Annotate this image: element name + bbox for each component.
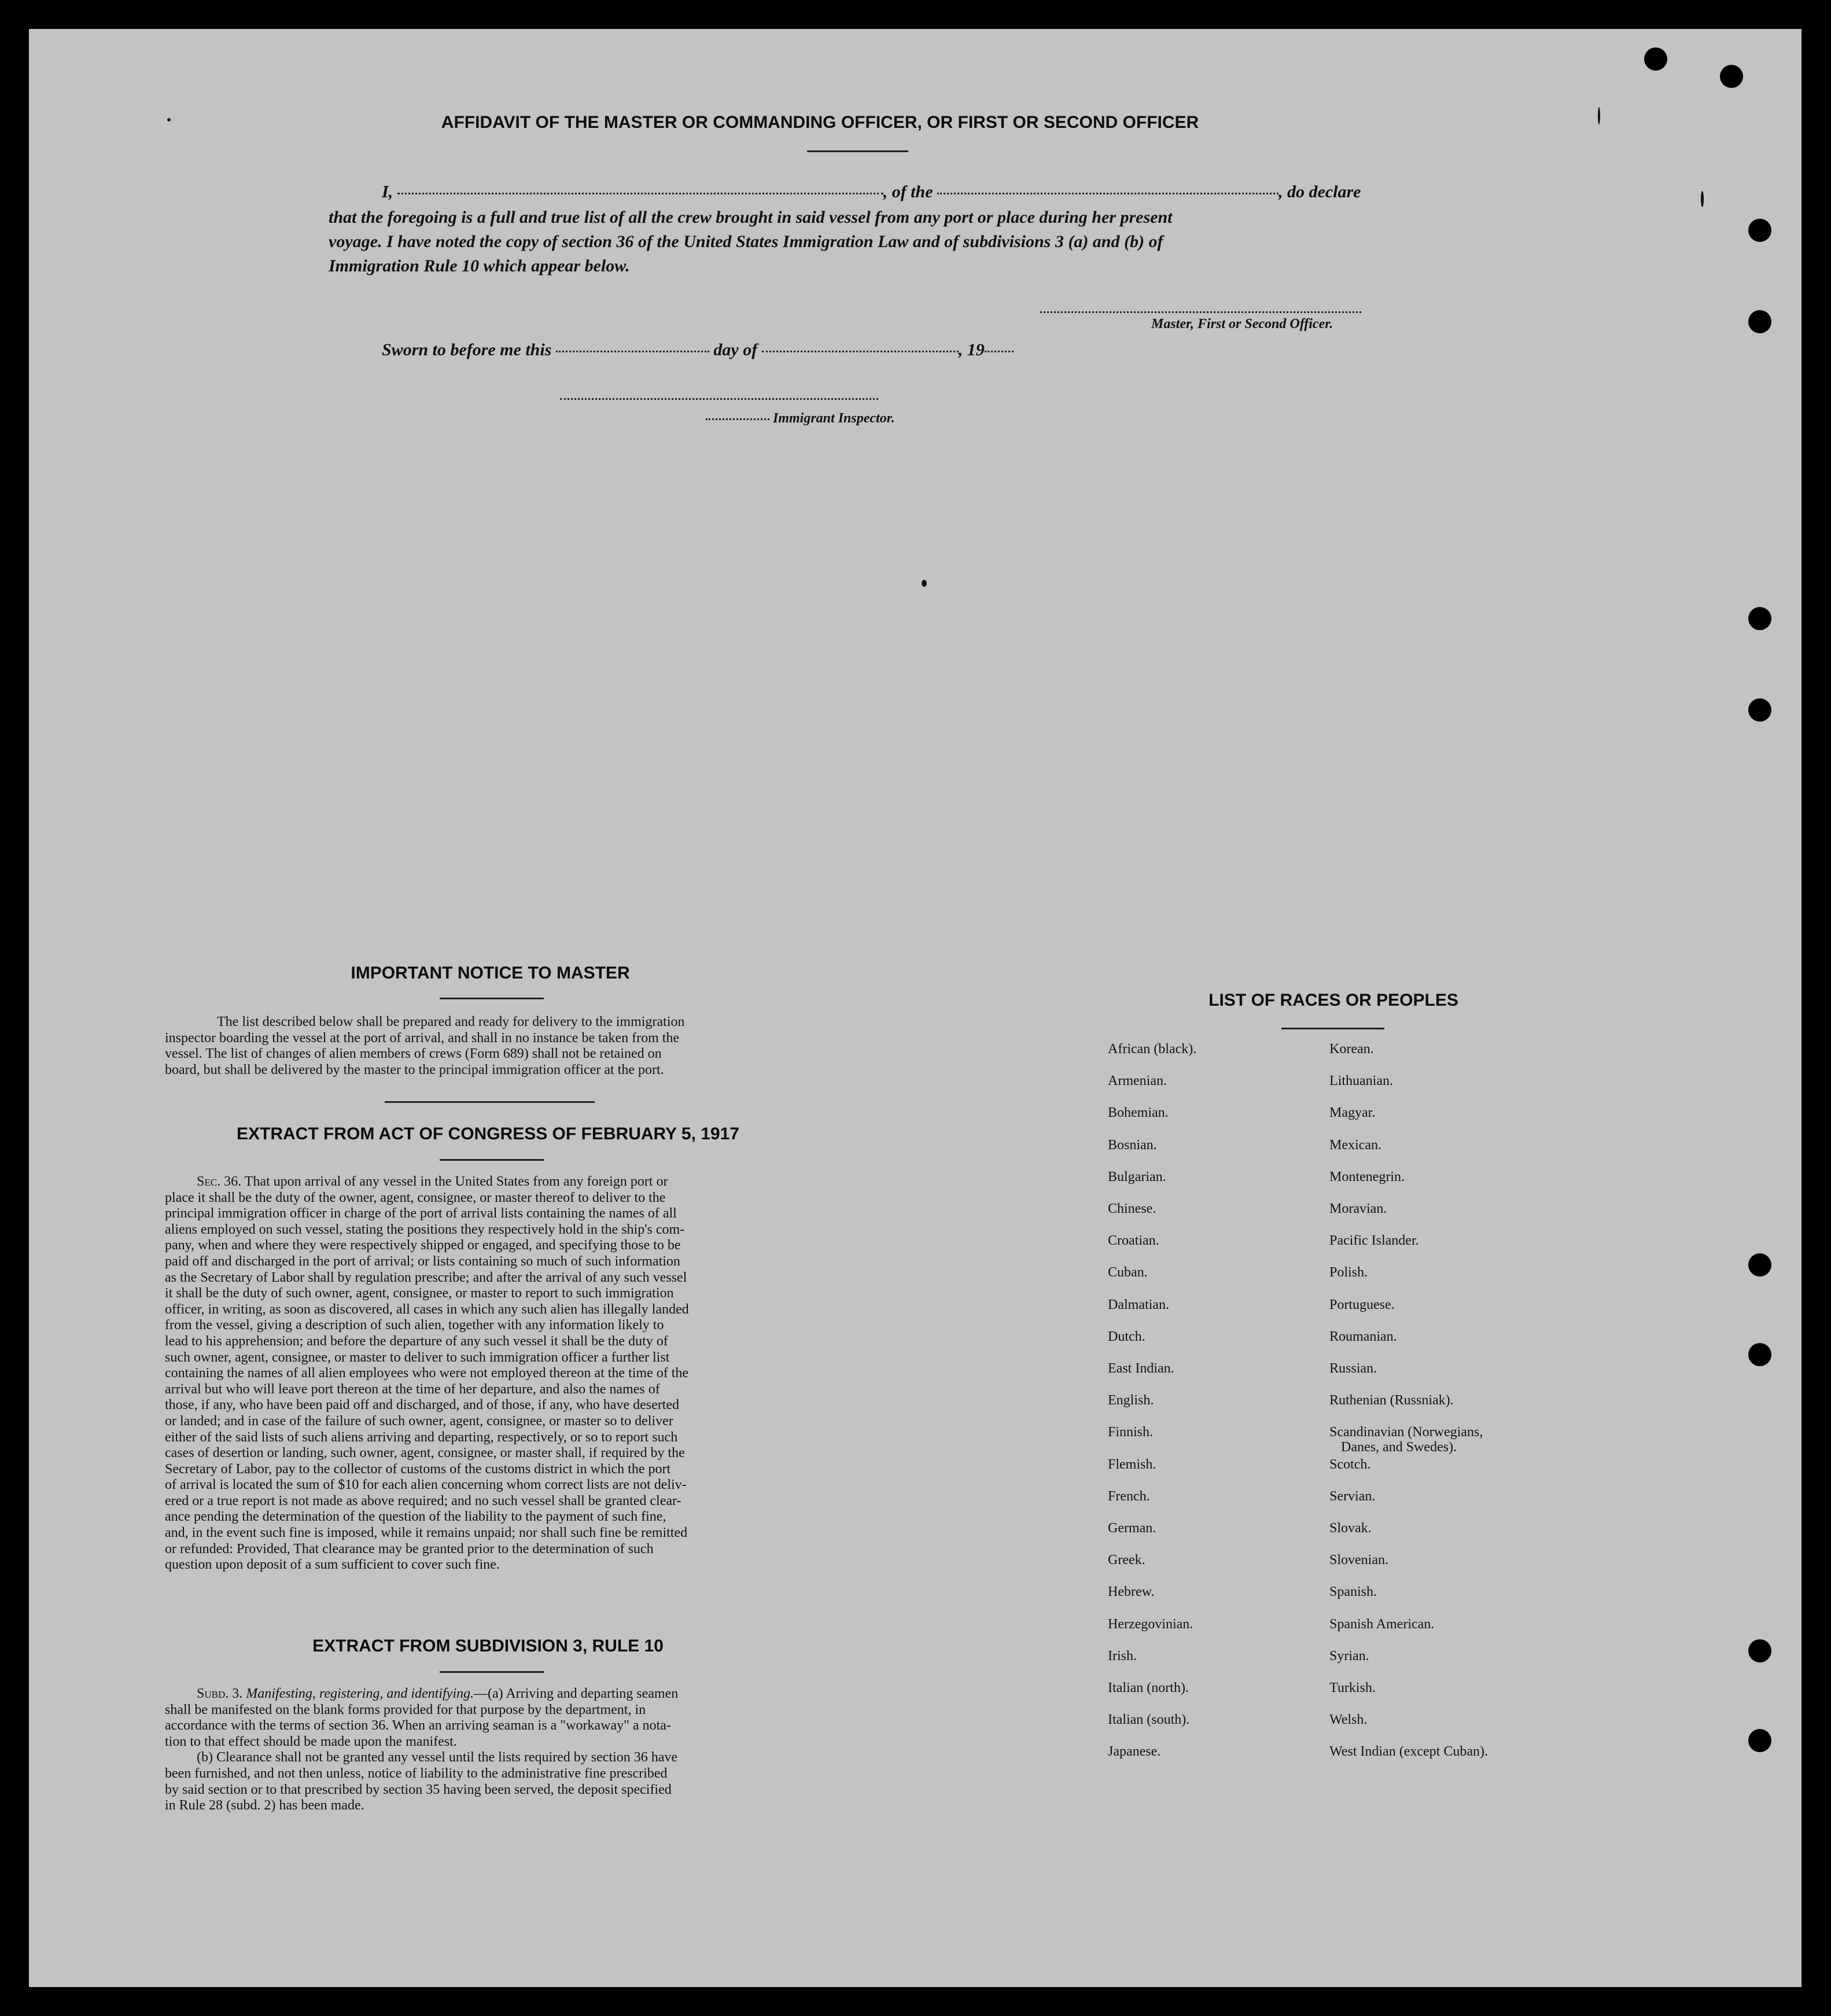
race-item: Greek. bbox=[1108, 1553, 1145, 1568]
races-underline bbox=[1281, 1028, 1384, 1029]
race-item: Korean. bbox=[1329, 1042, 1374, 1057]
race-item: Spanish. bbox=[1329, 1584, 1377, 1600]
rule-line: by said section or to that prescribed by section 35 having been served, the deposit specified bbox=[165, 1782, 672, 1797]
rule-line-text: —(a) Arriving and departing seamen bbox=[474, 1686, 679, 1701]
sworn-year-field[interactable] bbox=[985, 351, 1014, 352]
affidavit-line-1 bbox=[382, 182, 1361, 202]
binder-hole bbox=[1748, 1253, 1771, 1276]
act-line: pany, when and where they were respectively shipped or engaged, and specifying those to be bbox=[165, 1238, 681, 1253]
act-line: or landed; and in case of the failure of such owner, agent, consignee, or master so to deliver bbox=[165, 1413, 673, 1429]
binder-hole bbox=[1748, 1639, 1771, 1662]
race-item: Flemish. bbox=[1108, 1456, 1156, 1472]
rule-line: (b) Clearance shall not be granted any vessel until the lists required by section 36 have bbox=[197, 1750, 678, 1765]
binder-hole bbox=[1748, 310, 1771, 333]
rule-line bbox=[165, 1686, 811, 1702]
inspector-signature-field[interactable] bbox=[560, 398, 878, 400]
binder-hole bbox=[1748, 1729, 1771, 1752]
race-item: Ruthenian (Russniak). bbox=[1329, 1393, 1454, 1408]
binder-hole bbox=[1748, 219, 1771, 242]
sworn-line bbox=[382, 340, 1014, 360]
race-item: Turkish. bbox=[1329, 1680, 1376, 1695]
race-item: Russian. bbox=[1329, 1361, 1377, 1376]
title-underline bbox=[807, 150, 908, 152]
race-item: West Indian (except Cuban). bbox=[1329, 1744, 1488, 1760]
race-item: Italian (south). bbox=[1108, 1712, 1190, 1728]
race-item: East Indian. bbox=[1108, 1361, 1174, 1376]
act-underline bbox=[440, 1159, 544, 1161]
race-item: African (black). bbox=[1108, 1042, 1197, 1057]
rule-body bbox=[165, 1686, 811, 1814]
race-item: Mexican. bbox=[1329, 1137, 1381, 1153]
rule-line: accordance with the terms of section 36. When an arriving seaman is a "workaway" a nota- bbox=[165, 1718, 671, 1734]
act-line: as the Secretary of Labor shall by regulation prescribe; and after the arrival of any such vessel bbox=[165, 1270, 687, 1285]
subdivision-heading: Manifesting, registering, and identifying. bbox=[246, 1686, 474, 1701]
act-line: ance pending the determination of the question of the liability to the payment of such fine, bbox=[165, 1509, 666, 1525]
race-item: Slovenian. bbox=[1329, 1553, 1388, 1568]
race-item: Spanish American. bbox=[1329, 1616, 1435, 1632]
notice-line: inspector boarding the vessel at the port of arrival, and shall in no instance be taken from the bbox=[165, 1030, 680, 1046]
inspector-label: Immigrant Inspector. bbox=[773, 411, 895, 426]
race-item: Bohemian. bbox=[1108, 1105, 1169, 1121]
act-line: it shall be the duty of such owner, agent, consignee, or master to report to such immigration bbox=[165, 1286, 674, 1301]
race-item: Irish. bbox=[1108, 1648, 1137, 1664]
race-item: Scandinavian (Norwegians, bbox=[1329, 1425, 1483, 1440]
declarant-label: I, bbox=[382, 182, 393, 201]
race-item: Bosnian. bbox=[1108, 1137, 1157, 1153]
ink-fleck bbox=[1598, 107, 1600, 124]
race-item: Montenegrin. bbox=[1329, 1169, 1405, 1184]
race-item: Finnish. bbox=[1108, 1425, 1154, 1440]
act-line: lead to his apprehension; and before the departure of any such vessel it shall be the duty of bbox=[165, 1333, 668, 1349]
master-signature-label: Master, First or Second Officer. bbox=[1151, 317, 1333, 332]
race-item: Dalmatian. bbox=[1108, 1297, 1169, 1312]
race-item: Polish. bbox=[1329, 1265, 1368, 1281]
notice-line: board, but shall be delivered by the master to the principal immigration officer at the port. bbox=[165, 1062, 664, 1077]
race-item: Herzegovinian. bbox=[1108, 1616, 1193, 1632]
race-item: Armenian. bbox=[1108, 1073, 1167, 1089]
ink-fleck bbox=[167, 118, 171, 122]
race-item: Lithuanian. bbox=[1329, 1073, 1393, 1089]
act-line: ered or a true report is not made as above required; and no such vessel shall be granted clear- bbox=[165, 1493, 681, 1509]
binder-hole bbox=[1720, 65, 1743, 88]
affidavit-line-2: that the foregoing is a full and true list of all the crew brought in said vessel from any port or place during her present bbox=[329, 208, 1173, 227]
race-item: French. bbox=[1108, 1488, 1150, 1504]
act-line: principal immigration officer in charge of the port of arrival lists containing the names of all bbox=[165, 1206, 677, 1222]
sworn-day-field[interactable] bbox=[556, 351, 709, 352]
act-line: and, in the event such fine is imposed, while it remains unpaid; nor shall such fine be remitted bbox=[165, 1525, 688, 1541]
race-item: Italian (north). bbox=[1108, 1680, 1189, 1695]
rule-line: shall be manifested on the blank forms provided for that purpose by the department, in bbox=[165, 1702, 646, 1717]
race-item: Servian. bbox=[1329, 1488, 1376, 1504]
race-item: German. bbox=[1108, 1521, 1156, 1536]
rule-underline bbox=[440, 1671, 544, 1673]
ink-fleck bbox=[1701, 191, 1704, 207]
race-item: Syrian. bbox=[1329, 1648, 1369, 1664]
rule-line: been furnished, and not then unless, notice of liability to the administrative fine prescribed bbox=[165, 1765, 668, 1781]
affidavit-line-4: Immigration Rule 10 which appear below. bbox=[329, 256, 630, 275]
notice-line: The list described below shall be prepared and ready for delivery to the immigration bbox=[217, 1014, 685, 1029]
act-line: cases of desertion or landing, such owner, agent, consignee, or master shall, if required by the bbox=[165, 1445, 685, 1461]
master-signature-field[interactable] bbox=[1040, 311, 1361, 313]
affidavit-title: AFFIDAVIT OF THE MASTER OR COMMANDING OFFICER, OR FIRST OR SECOND OFFICER bbox=[441, 113, 1199, 132]
act-line: Secretary of Labor, pay to the collector of customs of the customs district in which the port bbox=[165, 1461, 671, 1477]
sworn-label: Sworn to before me this bbox=[382, 340, 552, 359]
race-item: Magyar. bbox=[1329, 1105, 1376, 1121]
race-item: Slovak. bbox=[1329, 1521, 1372, 1536]
binder-hole bbox=[1644, 47, 1667, 71]
race-item: Welsh. bbox=[1329, 1712, 1368, 1728]
act-line: or refunded: Provided, That clearance may be granted prior to the determination of such bbox=[165, 1541, 654, 1557]
race-item: Dutch. bbox=[1108, 1329, 1145, 1344]
notice-line: vessel. The list of changes of alien members of crews (Form 689) shall not be retained on bbox=[165, 1046, 662, 1062]
affidavit-line-3: voyage. I have noted the copy of section 36 of the United States Immigration Law and of subdivisions 3 (a) and (b) of bbox=[329, 232, 1163, 251]
binder-hole bbox=[1748, 698, 1771, 722]
act-line: officer, in writing, as soon as discovered, all cases in which any such alien has illegally landed bbox=[165, 1301, 689, 1317]
race-item: Chinese. bbox=[1108, 1201, 1156, 1216]
ink-fleck bbox=[922, 580, 927, 587]
act-line: aliens employed on such vessel, stating the positions they respectively hold in the ship's com- bbox=[165, 1222, 685, 1237]
vessel-name-field[interactable] bbox=[937, 193, 1279, 194]
act-line: arrival but who will leave port thereon at the time of her departure, and also the names of bbox=[165, 1381, 660, 1397]
declarant-name-field[interactable] bbox=[397, 193, 883, 194]
race-item: Cuban. bbox=[1108, 1265, 1148, 1281]
race-item: Bulgarian. bbox=[1108, 1169, 1166, 1184]
inspector-line bbox=[706, 411, 895, 426]
act-line: containing the names of all alien employees who were not employed thereon at the time of the bbox=[165, 1366, 689, 1381]
race-item: English. bbox=[1108, 1393, 1154, 1408]
race-item: Roumanian. bbox=[1329, 1329, 1397, 1344]
act-line: of arrival is located the sum of $10 for each alien concerning whom correct lists are not deliv- bbox=[165, 1477, 687, 1493]
notice-body bbox=[165, 1014, 811, 1078]
act-line: such owner, agent, consignee, or master to deliver to such immigration officer a further list bbox=[165, 1349, 670, 1365]
rule-title: EXTRACT FROM SUBDIVISION 3, RULE 10 bbox=[312, 1636, 664, 1656]
subdivision-label: Subd. 3. bbox=[197, 1686, 243, 1701]
race-item: Scotch. bbox=[1329, 1456, 1371, 1472]
act-line bbox=[165, 1174, 811, 1190]
binder-hole bbox=[1748, 607, 1771, 630]
day-of-label: day of bbox=[713, 340, 758, 359]
section-label: Sec. 36. bbox=[197, 1174, 242, 1189]
declare-label: , do declare bbox=[1279, 182, 1361, 201]
act-line: either of the said lists of such aliens arriving and departing, respectively, or so to report such bbox=[165, 1429, 678, 1445]
act-line: place it shall be the duty of the owner, agent, consignee, or master thereof to deliver to the bbox=[165, 1190, 666, 1205]
sworn-month-field[interactable] bbox=[762, 351, 959, 352]
notice-title: IMPORTANT NOTICE TO MASTER bbox=[351, 963, 630, 983]
rule-line: in Rule 28 (subd. 2) has been made. bbox=[165, 1798, 364, 1813]
race-item: Pacific Islander. bbox=[1329, 1233, 1419, 1249]
act-line: paid off and discharged in the port of arrival; or lists containing so much of such information bbox=[165, 1253, 680, 1269]
section-divider bbox=[385, 1101, 595, 1103]
act-title: EXTRACT FROM ACT OF CONGRESS OF FEBRUARY 5, 1917 bbox=[237, 1124, 739, 1143]
binder-hole bbox=[1748, 1343, 1771, 1366]
inspector-name-field[interactable] bbox=[706, 418, 769, 420]
act-line: from the vessel, giving a description of such alien, together with any information likely to bbox=[165, 1318, 664, 1333]
race-item: Japanese. bbox=[1108, 1744, 1161, 1760]
race-item: Danes, and Swedes). bbox=[1341, 1440, 1457, 1455]
act-line: question upon deposit of a sum sufficient to cover such fine. bbox=[165, 1557, 500, 1573]
race-item: Moravian. bbox=[1329, 1201, 1387, 1216]
races-title: LIST OF RACES OR PEOPLES bbox=[1209, 991, 1458, 1010]
act-line: those, if any, who have been paid off and discharged, and of those, if any, who have deserted bbox=[165, 1397, 680, 1413]
act-line-text: That upon arrival of any vessel in the United States from any foreign port or bbox=[244, 1174, 668, 1189]
year-label: , 19 bbox=[958, 340, 985, 359]
race-item: Hebrew. bbox=[1108, 1584, 1155, 1600]
race-item: Portuguese. bbox=[1329, 1297, 1395, 1312]
race-item: Croatian. bbox=[1108, 1233, 1159, 1249]
notice-underline bbox=[440, 998, 544, 999]
act-body bbox=[165, 1174, 811, 1573]
rule-line: tion to that effect should be made upon the manifest. bbox=[165, 1734, 457, 1749]
vessel-label: , of the bbox=[883, 182, 933, 201]
